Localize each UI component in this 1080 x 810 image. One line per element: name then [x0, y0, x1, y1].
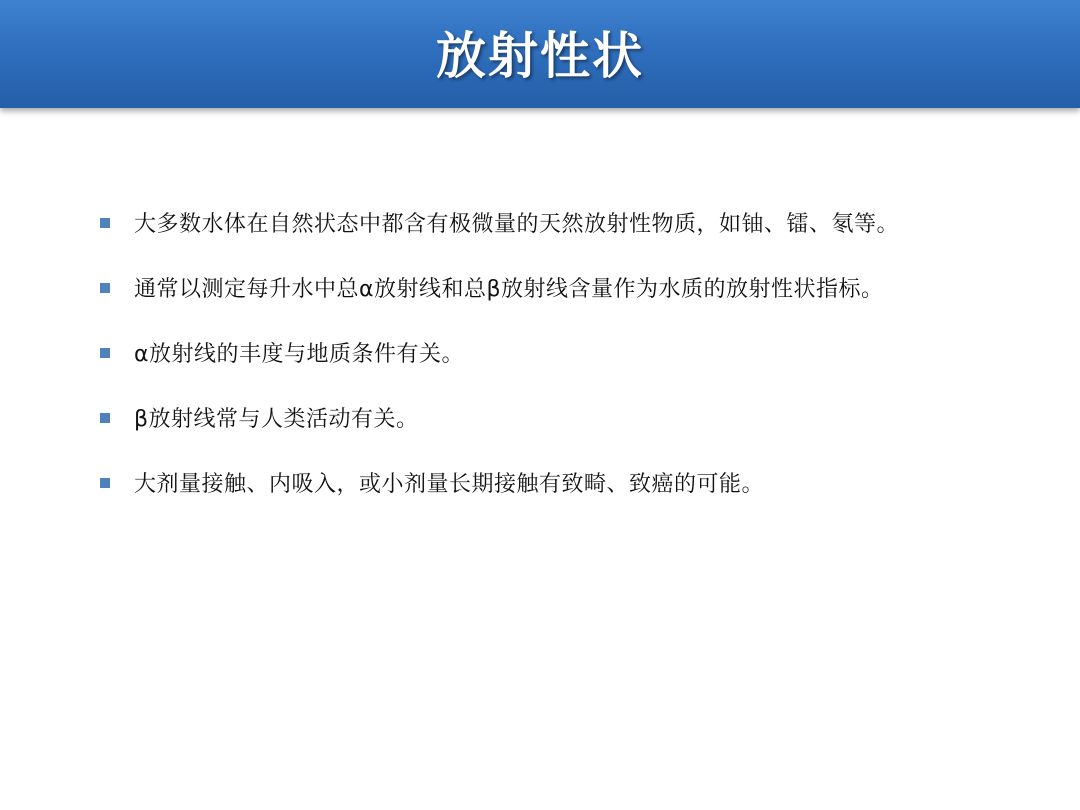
bullet-item — [100, 271, 1060, 304]
square-bullet-icon — [100, 283, 110, 293]
bullet-item — [100, 466, 1060, 499]
bullet-text: 通常以测定每升水中总α放射线和总β放射线含量作为水质的放射性状指标。 — [134, 277, 884, 302]
square-bullet-icon — [100, 348, 110, 358]
square-bullet-icon — [100, 413, 110, 423]
bullet-item — [100, 401, 1060, 434]
bullet-item — [100, 206, 1060, 239]
bullet-item — [100, 336, 1060, 369]
bullet-text: α放射线的丰度与地质条件有关。 — [134, 342, 465, 367]
square-bullet-icon — [100, 218, 110, 228]
square-bullet-icon — [100, 478, 110, 488]
title-bar — [0, 0, 1080, 108]
bullet-text: 大多数水体在自然状态中都含有极微量的天然放射性物质，如铀、镭、氡等。 — [134, 212, 900, 237]
bullet-text: 大剂量接触、内吸入，或小剂量长期接触有致畸、致癌的可能。 — [134, 472, 765, 497]
slide-title: 放射性状 — [436, 27, 644, 85]
bullet-text: β放射线常与人类活动有关。 — [134, 407, 419, 432]
bullet-list — [100, 206, 1060, 531]
